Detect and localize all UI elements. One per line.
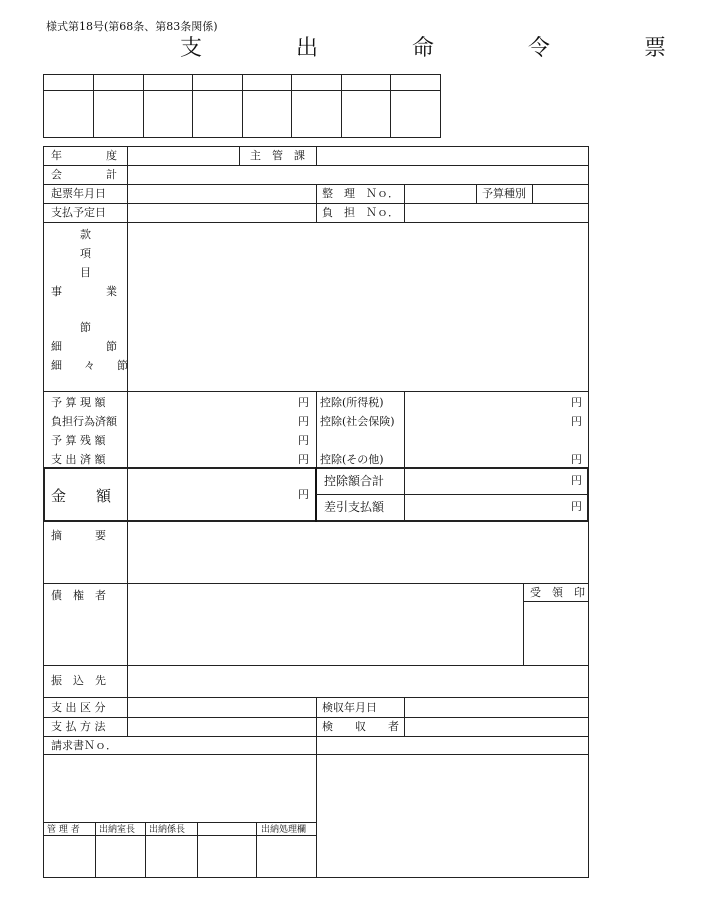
label-setsu: 節	[80, 321, 91, 334]
yen-unit: 円	[298, 453, 309, 466]
label-shukan-ka: 主 管 課	[250, 149, 305, 162]
label-yosan-zangaku: 予 算 残 額	[51, 434, 106, 447]
label-kaikei: 会 計	[51, 168, 117, 181]
label-juryo-in: 受 領 印	[530, 586, 585, 599]
label-kenshusha: 検 収 者	[322, 720, 399, 733]
kingaku-field[interactable]	[128, 469, 314, 520]
label-yosan-shubetsu: 予算種別	[482, 187, 526, 200]
label-sashihiki: 差引支払額	[324, 500, 385, 514]
label-suitou-shori: 出納処理欄	[261, 825, 307, 835]
budget-item-field[interactable]	[128, 223, 588, 390]
nendo-field[interactable]	[128, 147, 238, 164]
label-seiri-no: 整 理 Ｎｏ．	[322, 187, 399, 200]
label-shishutsu-kubun: 支 出 区 分	[51, 701, 106, 714]
label-jigyo: 事 業	[51, 285, 117, 298]
label-kingaku: 金 額	[51, 487, 112, 505]
label-seikyusho-no: 請求書Ｎｏ．	[51, 739, 117, 752]
label-shiharai-yotei: 支払予定日	[51, 206, 106, 219]
page-title: 支 出 命 令 票	[180, 36, 702, 61]
label-kenshu-date: 検収年月日	[322, 701, 377, 714]
label-saisaisetsu: 細 々 節	[51, 359, 128, 372]
label-futan-kouizumi: 負担行為済額	[51, 415, 117, 428]
label-kan: 款	[80, 228, 91, 241]
label-kojo-gokei: 控除額合計	[324, 474, 385, 488]
furikomi-field[interactable]	[128, 667, 588, 696]
label-furikomi: 振 込 先	[51, 674, 106, 687]
yen-unit: 円	[571, 453, 582, 466]
label-kanrisha: 管 理 者	[47, 825, 80, 835]
label-kojo-sonota: 控除(その他)	[320, 453, 384, 466]
label-suitou-kakari-cho: 出納係長	[149, 825, 186, 835]
label-kihyo-date: 起票年月日	[51, 187, 106, 200]
label-kojo-shakai: 控除(社会保険)	[320, 415, 395, 428]
form-number-label: 様式第18号(第68条、第83条関係)	[46, 20, 218, 33]
yen-unit: 円	[571, 500, 582, 513]
kaikei-field[interactable]	[128, 166, 588, 183]
label-tekiyo: 摘 要	[51, 529, 106, 542]
label-nendo: 年 度	[51, 149, 117, 162]
label-ko: 項	[80, 247, 91, 260]
label-saisetsu: 細 節	[51, 340, 117, 353]
label-shiharai-hoho: 支 払 方 法	[51, 720, 106, 733]
label-saikensha: 債 権 者	[51, 589, 106, 602]
tekiyo-field[interactable]	[128, 523, 588, 582]
label-suitoushitsu-cho: 出納室長	[99, 825, 136, 835]
yen-unit: 円	[298, 488, 309, 501]
yen-unit: 円	[298, 396, 309, 409]
yen-unit: 円	[298, 434, 309, 447]
label-futan-no: 負 担 Ｎｏ．	[322, 206, 399, 219]
label-shishutsu-zumi: 支 出 済 額	[51, 453, 106, 466]
yen-unit: 円	[571, 396, 582, 409]
label-kojo-shotokuzei: 控除(所得税)	[320, 396, 384, 409]
shukan-ka-field[interactable]	[317, 147, 588, 164]
saikensha-field[interactable]	[128, 585, 522, 664]
yen-unit: 円	[571, 415, 582, 428]
yen-unit: 円	[571, 474, 582, 487]
label-moku: 目	[80, 266, 91, 279]
label-yosan-gendaka: 予 算 現 額	[51, 396, 106, 409]
yen-unit: 円	[298, 415, 309, 428]
